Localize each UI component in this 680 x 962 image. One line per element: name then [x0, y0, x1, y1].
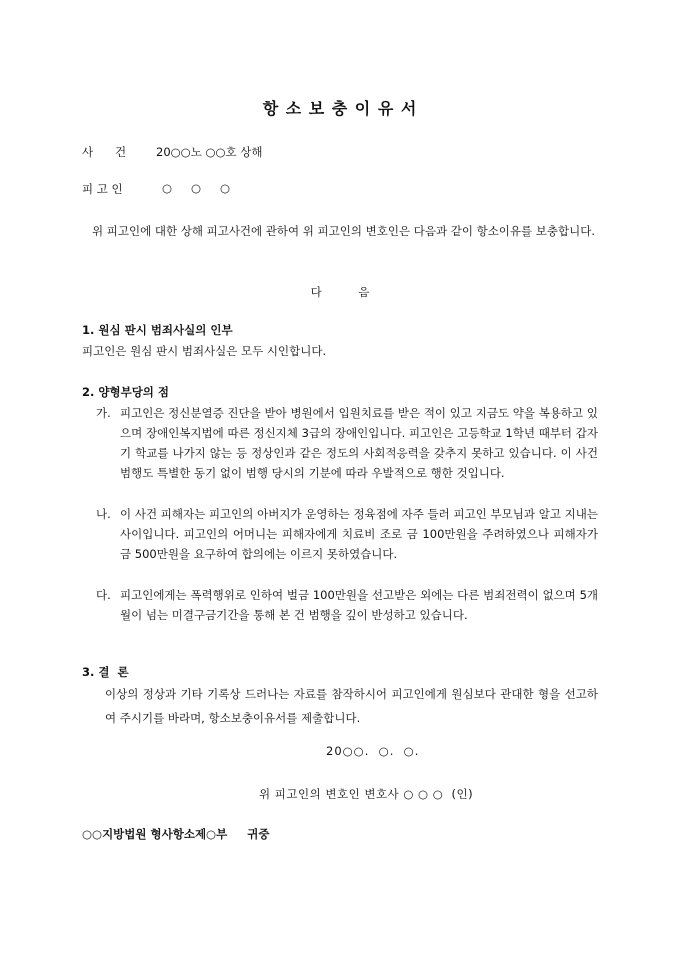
intro-paragraph: 위 피고인에 대한 상해 피고사건에 관하여 위 피고인의 변호인은 다음과 같이 항소이유를 보충합니다. [92, 224, 595, 238]
list-item [96, 504, 598, 564]
list-item-text: 이 사건 피해자는 피고인의 아버지가 운영하는 정육점에 자주 들러 피고인 부모님과 알고 지내는 사이입니다. 피고인의 어머니는 피해자에게 치료비 조로 금 100만원을 주려하였으나 피해자가 금 500만원을 요구하여 합의에는 이르지 못하였습니다. [120, 507, 598, 561]
list-item-marker: 가. [96, 406, 111, 420]
list-item-marker: 다. [96, 588, 111, 602]
section-heading-center: 다 음 [310, 285, 370, 299]
case-number: 20○○노 ○○호 상해 [156, 145, 263, 159]
defendant-name: ○ ○ ○ [162, 181, 233, 195]
section2-title: 2. 양형부당의 점 [82, 385, 170, 399]
list-item [96, 585, 598, 625]
section1-title: 1. 원심 판시 범죄사실의 인부 [82, 323, 233, 337]
case-label: 사 건 [82, 145, 127, 159]
conclusion-body: 이상의 정상과 기타 기록상 드러나는 자료를 참작하시어 피고인에게 원심보다 관대한 형을 선고하여 주시기를 바라며, 항소보충이유서를 제출합니다. [105, 687, 598, 725]
list-item [96, 403, 598, 483]
document-date: 20○○. ○. ○. [326, 744, 420, 758]
section1-body: 피고인은 원심 판시 범죄사실은 모두 시인합니다. [82, 344, 327, 358]
section3-title: 3. 결 론 [82, 665, 129, 679]
document-title: 항 소 보 충 이 유 서 [262, 99, 418, 118]
defendant-label: 피 고 인 [82, 182, 123, 196]
attorney-signature: 위 피고인의 변호인 변호사 ○ ○ ○ (인) [259, 787, 474, 801]
list-item-marker: 나. [96, 507, 111, 521]
list-item-text: 피고인에게는 폭력행위로 인하여 벌금 100만원을 선고받은 외에는 다른 범죄전력이 없으며 5개월이 넘는 미결구금기간을 통해 본 건 범행을 깊이 반성하고 있습니다. [120, 588, 598, 622]
court-addressee: ○○지방법원 형사항소제○부 귀중 [82, 827, 270, 841]
list-item-text: 피고인은 정신분열증 진단을 받아 병원에서 입원치료를 받은 적이 있고 지금도 약을 복용하고 있으며 장애인복지법에 따른 정신지체 3급의 장애인입니다. 피고인은 고등학교 1학년 때부터 갑자기 학교를 나가지 않는 등 정상인과 같은 정도의 사회적응력을 갖추지 못하고 있습니다. 이 사건 범행도 특별한 동기 없이 범행 당시의 기분에 따라 우발적으로 행한 것입니다. [120, 406, 598, 480]
